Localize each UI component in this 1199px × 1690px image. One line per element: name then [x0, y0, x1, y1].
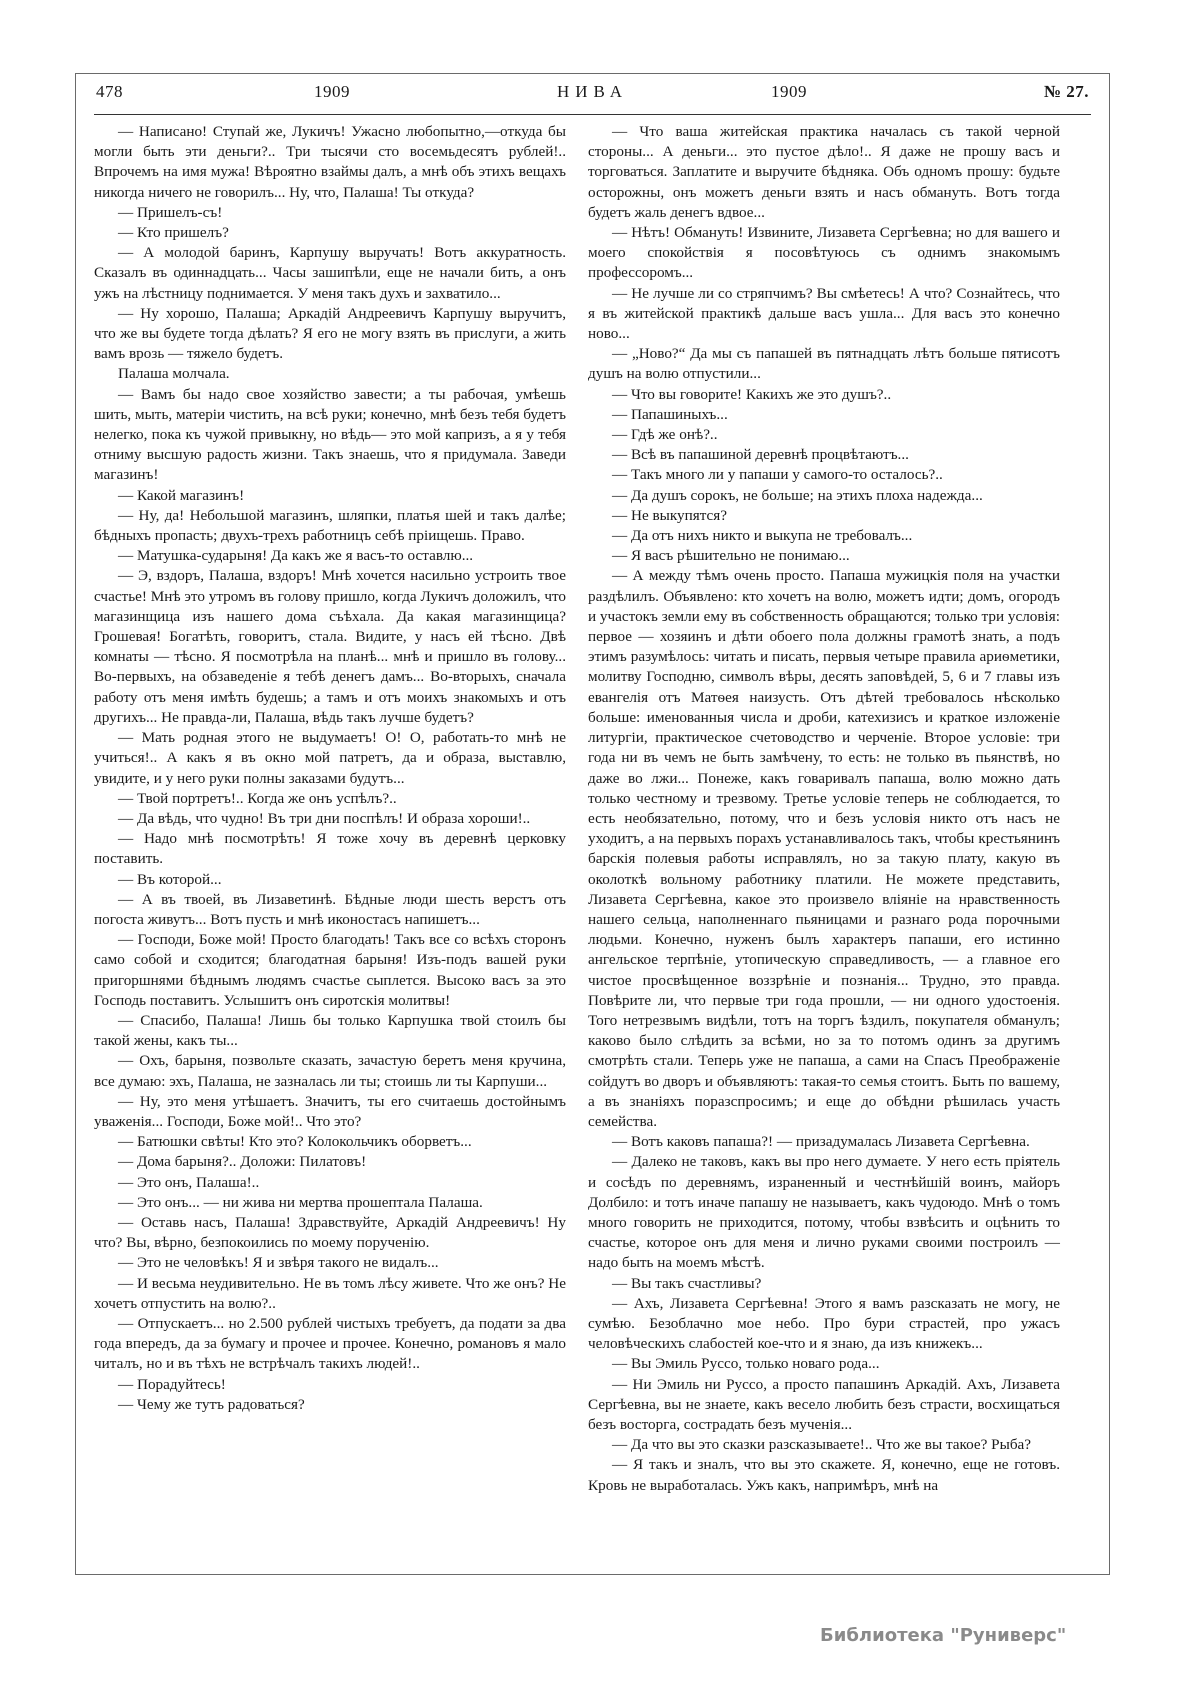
paragraph: — Это не человѣкъ! Я и звѣря такого не видалъ...	[118, 1254, 439, 1272]
paragraph: — Чему же тутъ радоваться?	[118, 1395, 305, 1413]
publication-title: НИВА	[556, 82, 629, 101]
paragraph: — Господи, Боже мой! Просто благодать! Такъ все со всѣхъ сторонъ само собой и сходится; благодатная барыня! Изъ-подъ вашей руки пригоршнями бѣднымъ людямъ счастье сыплется. Высоко васъ за это Господь поставитъ. Услышитъ онъ сиротскія молитвы!	[94, 931, 566, 1009]
paragraph: — Ну хорошо, Палаша; Аркадій Андреевичъ Карпушу выручитъ, что же вы будете тогда дѣлать? Я его не могу взять въ прислуги, а жить вамъ врозь — тяжело будетъ.	[94, 304, 566, 363]
paragraph: — Папашиныхъ...	[612, 405, 728, 423]
paragraph: — Да что вы это сказки разсказываете!.. Что же вы такое? Рыба?	[612, 1436, 1032, 1454]
paragraph: — Вы такъ счастливы?	[612, 1274, 762, 1292]
paragraph: — Порадуйтесь!	[118, 1375, 226, 1393]
paragraph: — Да вѣдь, что чудно! Въ три дни поспѣлъ! И образа хороши!..	[118, 809, 531, 827]
paragraph: — Оставь насъ, Палаша! Здравствуйте, Аркадій Андреевичъ! Ну что? Вы, вѣрно, безпокоились по моему порученію.	[94, 1213, 566, 1252]
paragraph: — Гдѣ же онѣ?..	[612, 426, 718, 444]
paragraph: — Матушка-сударыня! Да какъ же я васъ-то оставлю...	[118, 547, 474, 565]
paragraph: — Мать родная этого не выдумаетъ! О! О, работать-то мнѣ не учиться!.. А какъ я въ окно мой патретъ, да и образа, выставлю, увидите, и у него руки полны заказами будутъ...	[94, 729, 566, 787]
paragraph: — Что вы говорите! Какихъ же это душъ?..	[612, 385, 892, 403]
paragraph: — А въ твоей, въ Лизаветинѣ. Бѣдные люди шесть верстъ отъ погоста живутъ... Вотъ пусть и мнѣ иконостасъ напишетъ...	[94, 890, 566, 928]
newspaper-page	[75, 73, 1110, 1575]
paragraph: — Вы Эмиль Руссо, только новаго рода...	[612, 1355, 880, 1373]
paragraph: — Я такъ и зналъ, что вы это скажете. Я, конечно, еще не готовъ. Кровь не выработалась. Ужъ какъ, напримѣръ, мнѣ на	[588, 1456, 1060, 1494]
paragraph: — Вотъ каковъ папаша?! — призадумалась Лизавета Сергѣевна.	[612, 1133, 1030, 1151]
paragraph: — Отпускаетъ... но 2.500 рублей чистыхъ требуетъ, да подати за два года впередъ, да за бумагу и прочее и прочее. Конечно, романовъ я мало читалъ, но и въ тѣхъ не встрѣчалъ такихъ людей!..	[94, 1314, 566, 1373]
paragraph: — Ни Эмиль ни Руссо, а просто папашинъ Аркадій. Ахъ, Лизавета Сергѣевна, вы не знаете, какъ весело любить безъ страсти, восхищаться безъ восторга, сострадать безъ мученія...	[588, 1375, 1060, 1433]
paragraph: — Это онъ, Палаша!..	[118, 1173, 260, 1191]
paragraph: — Да душъ сорокъ, не больше; на этихъ плоха надежда...	[612, 486, 983, 504]
paragraph: — Что ваша житейская практика началась съ такой черной стороны... А деньги... это пустое дѣло!.. Я даже не прошу васъ и торговаться. Заплатите и выручите бѣдняка. Объ одномъ прошу: будьте осторожны, онъ можетъ деньги взять и насъ обмануть. Вотъ тогда будетъ жаль денегъ вдвое...	[588, 123, 1060, 221]
paragraph: — А между тѣмъ очень просто. Папаша мужицкія поля на участки раздѣлилъ. Объявлено: кто хочетъ на волю, можетъ идти; домъ, огородъ и участокъ земли ему въ собственность обращаются; только три условія: первое — хозяинъ и дѣти обоего пола должны грамотѣ знать, а подъ этимъ разумѣлось: читать и писать, первыя четыре правила ариѳметики, молитву Господню, символъ вѣры, десять заповѣдей, 5, 6 и 7 главы изъ евангелія отъ Матѳея наизусть. Отъ дѣтей требовалось нѣсколько больше: именованныя числа и дроби, катехизисъ и краткое изложеніе литургіи, практическое счетоводство и черченіе. Второе условіе: три года ни въ чемъ не быть замѣчену, то есть: не только въ пьянствѣ, но даже во лжи... Понеже, какъ говаривалъ папаша, волю можно дать только честному и трезвому. Третье условіе теперь не соблюдается, то есть необязательно, потому, что и безъ условія никто отъ насъ не уходитъ, а на первыхъ порахъ устанавливалось такъ, чтобы крестьянинъ барскія полевыя работы исправлялъ, но за такую плату, какую въ околоткѣ вольному работнику платили. Не можете представить, Лизавета Сергѣевна, какое это произвело вліяніе на нравственность нашего сельца, наполненнаго пьяницами и разнаго рода порочными людьми. Конечно, нуженъ былъ характеръ папаши, его истинно ангельское терпѣніе, утопическую справедливость, — а главное его чистое просвѣщенное воззрѣніе и познанія... Трудно, это правда. Повѣрите ли, что первые три года прошли, — ни одного удостоенія. Того нетрезвымъ видѣли, тотъ на торгъ ѣздилъ, покупателя обманулъ; каково было слѣдить за всѣми, но за то потомъ одинъ за другимъ смотрѣть стали. Теперь уже не папаша, а сами на Спасъ Преображеніе сойдутъ во дворъ и объявляютъ: такая-то семья стоитъ. Быть по вашему, а въ знаніяхъ поразспросимъ; и еще до обѣдни рѣшилась участь семейства.	[588, 567, 1060, 1130]
paragraph: — Въ которой...	[118, 870, 222, 888]
paragraph: — Ну, это меня утѣшаетъ. Значитъ, ты его считаешь достойнымъ уваженія... Господи, Боже мой!.. Что это?	[94, 1092, 566, 1130]
paragraph: — Нѣтъ! Обмануть! Извините, Лизавета Сергѣевна; но для вашего и моего спокойствія я посовѣтуюсь съ однимъ знакомымъ профессоромъ...	[588, 224, 1060, 282]
paragraph: — Вамъ бы надо свое хозяйство завести; а ты рабочая, умѣешь шить, мыть, матеріи чистить, на всѣ руки; конечно, мнѣ безъ тебя будетъ нелегко, пока къ чужой привыкну, но вѣдь— это мой капризъ, а я у тебя отниму высшую радость жизни. Такъ знаешь, что я придумала. Заведи магазинъ!	[94, 385, 566, 484]
library-watermark: Библиотека "Руниверс"	[820, 1625, 1067, 1646]
paragraph: — Я васъ рѣшительно не понимаю...	[612, 547, 850, 565]
paragraph: — „Ново?“ Да мы съ папашей въ пятнадцать лѣтъ больше пятисотъ душъ на волю отпустили...	[588, 345, 1060, 383]
paragraph: — А молодой баринъ, Карпушу выручать! Вотъ аккуратность. Сказалъ въ одиннадцать... Часы зашипѣли, еще не начали бить, а онъ ужъ на лѣстницу поднимается. У меня такъ духъ и захватило...	[94, 244, 566, 302]
text-column-right	[588, 122, 1060, 1496]
paragraph: — Какой магазинъ!	[118, 486, 245, 504]
year-right: 1909	[771, 82, 807, 101]
paragraph: — Дома барыня?.. Доложи: Пилатовъ!	[118, 1153, 367, 1171]
page-number: 478	[96, 82, 123, 101]
header-rule	[94, 114, 1091, 115]
paragraph: — Всѣ въ папашиной деревнѣ процвѣтаютъ...	[612, 446, 909, 464]
text-column-left	[94, 122, 566, 1415]
paragraph: — Охъ, барыня, позвольте сказать, зачастую беретъ меня кручина, все думаю: эхъ, Палаша, не зазналась ли ты; стоишь ли ты Карпуши...	[94, 1052, 566, 1090]
paragraph: — Э, вздоръ, Палаша, вздоръ! Мнѣ хочется насильно устроить твое счастье! Мнѣ это утромъ въ голову пришло, когда Лукичъ доложилъ, что магазинщица изъ нашего дома съѣхала. Да какая магазинщица? Грошевая! Богатѣть, говоритъ, стала. Видите, у насъ ей тѣсно. Двѣ комнаты — тѣсно. Я посмотрѣла на планѣ... мнѣ и пришло въ голову... Во-первыхъ, на обзаведеніе я тебѣ денегъ дамъ... Во-вторыхъ, сначала работу отъ меня имѣть будешь; а тамъ и отъ моихъ знакомыхъ и отъ другихъ... Не правда-ли, Палаша, вѣдь такъ лучше будетъ?	[94, 567, 567, 726]
paragraph: — Кто пришелъ?	[118, 224, 229, 242]
paragraph: — Твой портретъ!.. Когда же онъ успѣлъ?..	[118, 789, 397, 807]
paragraph: — Не выкупятся?	[612, 506, 728, 524]
paragraph: — Далеко не таковъ, какъ вы про него думаете. У него есть пріятель и сосѣдъ по деревнямъ, израненный и честнѣйшій воинъ, майоръ Долбило: и тотъ иначе папашу не называетъ, какъ чудоюдо. Мнѣ о томъ много говорить не приходится, потому, чтобы взвѣсить и оцѣнить то счастье, которое онъ для меня и лично руками своими построилъ — надо быть на моемъ мѣстѣ.	[588, 1153, 1060, 1272]
paragraph: — Надо мнѣ посмотрѣть! Я тоже хочу въ деревнѣ церковку поставить.	[94, 830, 566, 868]
paragraph: — И весьма неудивительно. Не въ томъ лѣсу живете. Что же онъ? Не хочетъ отпустить на волю?..	[94, 1274, 566, 1312]
paragraph: — Батюшки свѣты! Кто это? Колокольчикъ оборветъ...	[118, 1133, 472, 1151]
paragraph: — Это онъ... — ни жива ни мертва прошептала Палаша.	[118, 1193, 483, 1211]
paragraph: — Ахъ, Лизавета Сергѣевна! Этого я вамъ разсказать не могу, не сумѣю. Безоблачно мое небо. Про бури страстей, про ужасъ человѣческихъ слабостей кое-что и я знаю, да изъ книжекъ...	[588, 1294, 1060, 1353]
paragraph: — Написано! Ступай же, Лукичъ! Ужасно любопытно,—откуда бы могли быть эти деньги?.. Три тысячи сто восемьдесятъ рублей!.. Впрочемъ на имя мужа! Вѣроятно взаймы далъ, а мнѣ объ этихъ вещахъ никогда ничего не говорилъ... Ну, что, Палаша! Ты откуда?	[94, 123, 566, 201]
paragraph: — Такъ много ли у папаши у самого-то осталось?..	[612, 466, 943, 484]
paragraph: — Спасибо, Палаша! Лишь бы только Карпушка твой стоилъ бы такой жены, какъ ты...	[94, 1011, 566, 1050]
issue-number: № 27.	[1043, 82, 1089, 101]
year-left: 1909	[314, 82, 350, 101]
page-header	[96, 82, 1089, 112]
paragraph: — Ну, да! Небольшой магазинъ, шляпки, платья шей и такъ далѣе; бѣдныхъ пропасть; двухъ-трехъ работницъ себѣ пріищешь. Право.	[94, 506, 566, 545]
paragraph: — Не лучше ли со стряпчимъ? Вы смѣетесь! А что? Сознайтесь, что я въ житейской практикѣ дальше васъ ушла... Для васъ это конечно ново...	[588, 284, 1060, 343]
paragraph: — Пришелъ-съ!	[118, 203, 223, 221]
paragraph: Палаша молчала.	[118, 365, 230, 383]
paragraph: — Да отъ нихъ никто и выкупа не требовалъ...	[612, 527, 913, 545]
